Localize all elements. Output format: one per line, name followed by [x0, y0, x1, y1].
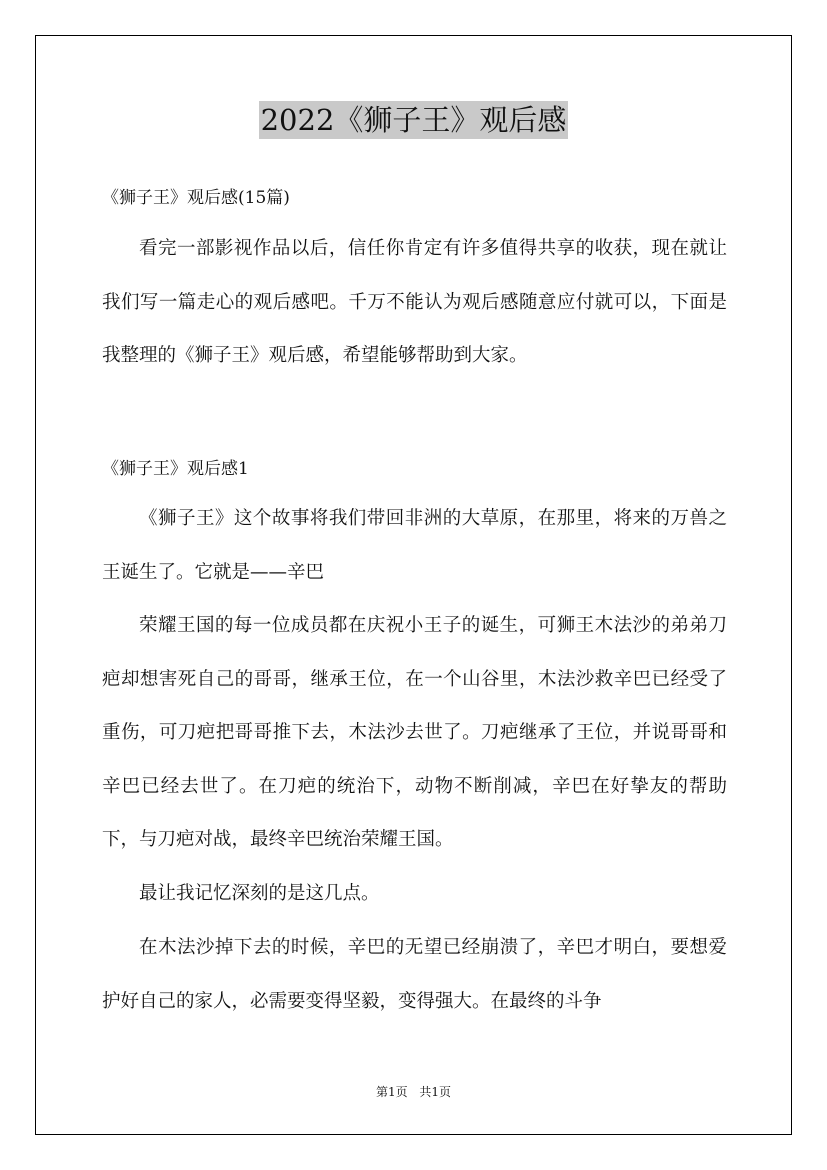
- body-paragraph: 荣耀王国的每一位成员都在庆祝小王子的诞生，可狮王木法沙的弟弟刀疤却想害死自己的哥哥，继承王位，在一个山谷里，木法沙救辛巴已经受了重伤，可刀疤把哥哥推下去，木法沙去世了。刀疤继承了王位，并说哥哥和辛巴已经去世了。在刀疤的统治下，动物不断削减，辛巴在好挚友的帮助下，与刀疤对战，最终辛巴统治荣耀王国。: [102, 615, 727, 850]
- document-subtitle: 《狮子王》观后感(15篇): [102, 188, 290, 208]
- page-total: 共1页: [419, 1085, 452, 1099]
- body-paragraph: 《狮子王》这个故事将我们带回非洲的大草原，在那里，将来的万兽之王诞生了。它就是——辛巴: [102, 508, 727, 583]
- document-title: 2022《狮子王》观后感: [260, 103, 567, 137]
- body-paragraph: 在木法沙掉下去的时候，辛巴的无望已经崩溃了，辛巴才明白，要想爱护好自己的家人，必需要变得坚毅，变得强大。在最终的斗争: [102, 937, 727, 1012]
- section-heading: 《狮子王》观后感1: [102, 459, 249, 479]
- page-footer: [0, 1083, 827, 1100]
- document-title-container: [0, 98, 827, 142]
- page-number: 第1页: [375, 1085, 408, 1099]
- intro-paragraph: 看完一部影视作品以后，信任你肯定有许多值得共享的收获，现在就让我们写一篇走心的观后感吧。千万不能认为观后感随意应付就可以，下面是我整理的《狮子王》观后感，希望能够帮助到大家。: [102, 238, 727, 366]
- body-paragraph: 最让我记忆深刻的是这几点。: [139, 883, 380, 904]
